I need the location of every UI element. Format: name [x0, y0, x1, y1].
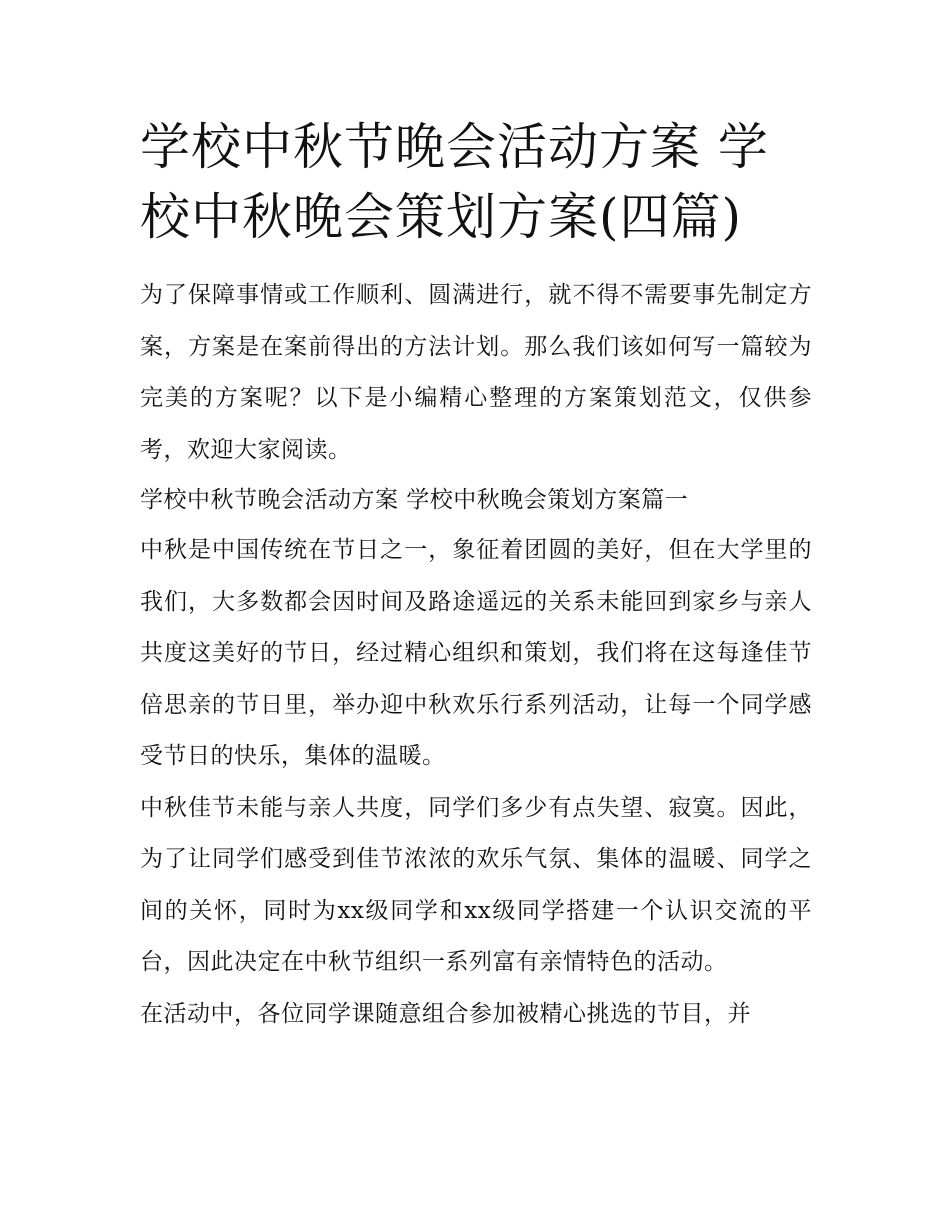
body-paragraph: 中秋佳节未能与亲人共度，同学们多少有点失望、寂寞。因此，为了让同学们感受到佳节浓浓的欢乐气氛、集体的温暖、同学之间的关怀，同时为xx级同学和xx级同学搭建一个认识交流的平台，因此决定在中秋节组织一系列富有亲情特色的活动。 — [140, 794, 812, 975]
document-title: 学校中秋节晚会活动方案 学校中秋晚会策划方案(四篇) — [140, 118, 769, 246]
section-heading: 学校中秋节晚会活动方案 学校中秋晚会策划方案篇一 — [140, 487, 689, 513]
document-body — [140, 270, 812, 1040]
body-paragraph: 中秋是中国传统在节日之一，象征着团圆的美好，但在大学里的我们，大多数都会因时间及路途遥远的关系未能回到家乡与亲人共度这美好的节日，经过精心组织和策划，我们将在这每逢佳节倍思亲的节日里，举办迎中秋欢乐行系列活动，让每一个同学感受节日的快乐，集体的温暖。 — [140, 537, 812, 769]
intro-paragraph: 为了保障事情或工作顺利、圆满进行，就不得不需要事先制定方案，方案是在案前得出的方法计划。那么我们该如何写一篇较为完美的方案呢？以下是小编精心整理的方案策划范文，仅供参考，欢迎大家阅读。 — [140, 282, 812, 463]
body-paragraph: 在活动中，各位同学课随意组合参加被精心挑选的节目，并 — [140, 1000, 751, 1027]
document-page — [140, 112, 812, 1040]
